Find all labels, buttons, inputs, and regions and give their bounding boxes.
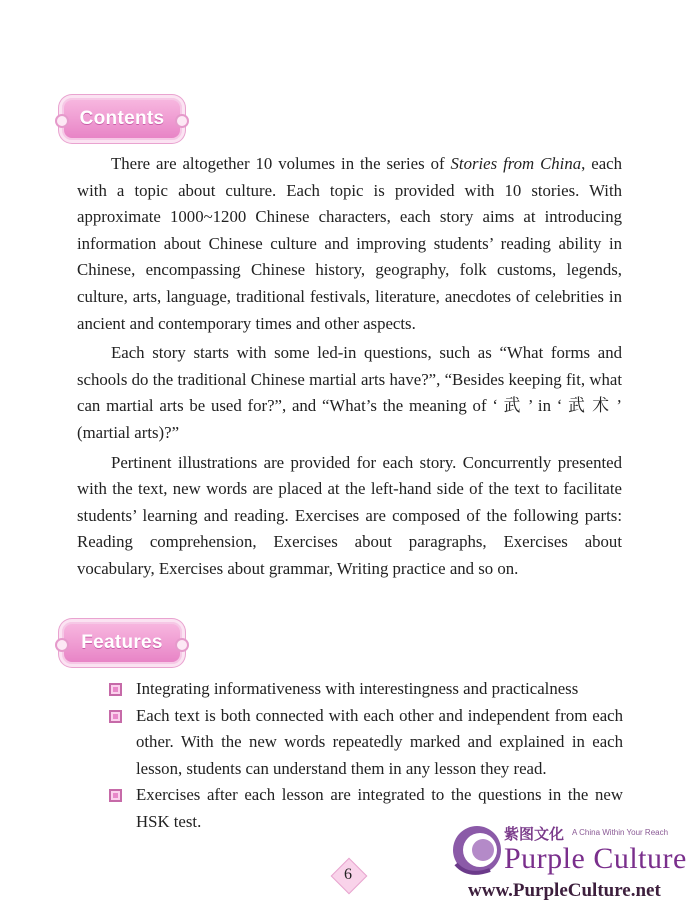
- features-heading: Features: [81, 632, 163, 653]
- contents-heading-badge: [62, 98, 182, 140]
- paragraph-text: , each with a topic about culture. Each topic is provided with 10 stories. With approximate 1000~1200 Chinese characters, each story aims at introducing information about Chinese culture and improving students’ reading ability in Chinese, encompassing Chinese history, geography, folk customs, legends, culture, arts, language, traditional festivals, literature, anecdotes of celebrities in ancient and contemporary times and other aspects.: [77, 154, 622, 333]
- page-number: [331, 858, 365, 892]
- contents-paragraph-2: Each story starts with some led-in questions, such as “What forms and schools do the traditional Chinese martial arts have?”, “Besides keeping fit, what can martial arts be used for?”, and “What’s the meaning of ‘ 武 ’ in ‘ 武 术 ’ (martial arts)?”: [77, 343, 622, 442]
- watermark-tagline: A China Within Your Reach: [572, 828, 669, 837]
- purple-culture-watermark: [450, 820, 698, 904]
- series-title: Stories from China: [450, 154, 582, 173]
- purple-culture-logo-icon: [450, 820, 504, 884]
- watermark-brand: Purple Culture: [504, 842, 687, 875]
- contents-body: [77, 151, 622, 586]
- feature-text: Each text is both connected with each other and independent from each other. With the new words repeatedly marked and explained in each lesson, students can understand them in any lesson they read.: [136, 705, 623, 778]
- square-bullet-icon: [109, 710, 122, 723]
- paragraph-text: There are altogether 10 volumes in the series of: [111, 154, 451, 173]
- feature-text: Integrating informativeness with interestingness and practicalness: [136, 679, 579, 698]
- features-list: [107, 676, 623, 836]
- square-bullet-icon: [109, 789, 122, 802]
- feature-text: Exercises after each lesson are integrated to the questions in the new HSK test.: [136, 785, 623, 831]
- watermark-chinese: 紫图文化: [504, 825, 565, 843]
- contents-paragraph-1: [77, 151, 622, 337]
- watermark-url[interactable]: www.PurpleCulture.net: [468, 880, 661, 901]
- page-number-text: 6: [344, 866, 352, 883]
- features-heading-badge: [62, 622, 182, 664]
- contents-heading: Contents: [79, 108, 165, 129]
- contents-paragraph-3: Pertinent illustrations are provided for each story. Concurrently presented with the text, new words are placed at the left-hand side of the text to facilitate students’ learning and reading. Exercises are composed of the following parts: Reading comprehension, Exercises about paragraphs, Exercises about vocabulary, Exercises about grammar, Writing practice and so on.: [77, 452, 622, 578]
- feature-item: [107, 703, 623, 783]
- feature-item: [107, 676, 623, 703]
- square-bullet-icon: [109, 683, 122, 696]
